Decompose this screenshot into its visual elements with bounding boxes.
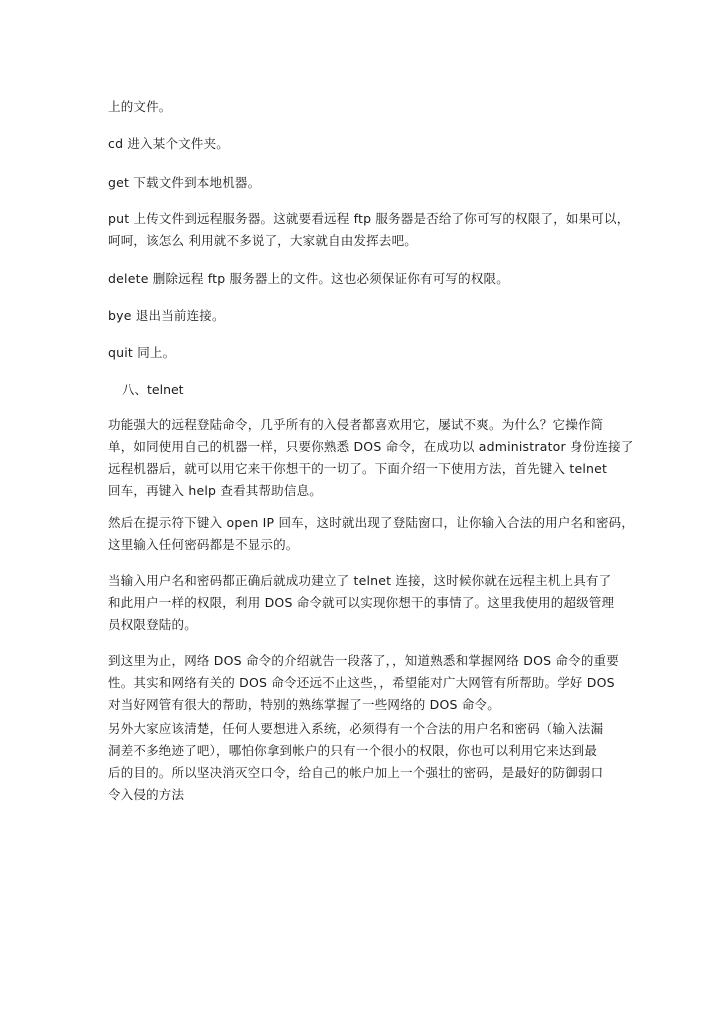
text-line: 远程机器后，就可以用它来干你想干的一切了。下面介绍一下使用方法，首先键入 telnet [108, 461, 608, 476]
text-line: 另外大家应该清楚，任何人要想进入系统，必须得有一个合法的用户名和密码（输入法漏 [108, 721, 604, 736]
paragraph-telnet-intro [108, 414, 634, 502]
text-line: cd 进入某个文件夹。 [108, 136, 229, 151]
text-line: 到这里为止，网络 DOS 命令的介绍就告一段落了，，知道熟悉和掌握网络 DOS 命令的重要 [108, 653, 619, 668]
paragraph-bye [108, 305, 628, 327]
section-heading-telnet: 八、telnet [122, 382, 184, 397]
paragraph-password-advice [108, 718, 628, 806]
paragraph-files-end [108, 96, 628, 118]
text-line: 对当好网管有很大的帮助，特别的熟练掌握了一些网络的 DOS 命令。 [108, 697, 500, 712]
paragraph-dos-summary [108, 650, 628, 716]
paragraph-delete [108, 268, 628, 290]
paragraph-quit [108, 342, 628, 364]
text-line: 后的目的。所以坚决消灭空口令，给自己的帐户加上一个强壮的密码，是最好的防御弱口 [108, 765, 604, 780]
text-line: put 上传文件到远程服务器。这就要看远程 ftp 服务器是否给了你可写的权限了，如果可以， [108, 211, 630, 226]
text-line: 和此用户一样的权限，利用 DOS 命令就可以实现你想干的事情了。这里我使用的超级管理 [108, 595, 615, 610]
paragraph-login-success [108, 570, 628, 636]
text-line: 单，如同使用自己的机器一样，只要你熟悉 DOS 命令，在成功以 administrator 身份连接了 [108, 439, 634, 454]
paragraph-put [108, 208, 628, 252]
text-line: 然后在提示符下键入 open IP 回车，这时就出现了登陆窗口，让你输入合法的用户名和密码， [108, 515, 635, 530]
text-line: 员权限登陆的。 [108, 617, 197, 632]
paragraph-open-ip [108, 512, 635, 556]
text-line: 当输入用户名和密码都正确后就成功建立了 telnet 连接，这时候你就在远程主机上具有了 [108, 573, 612, 588]
text-line: 洞差不多绝迹了吧），哪怕你拿到帐户的只有一个很小的权限，你也可以利用它来达到最 [108, 743, 598, 758]
paragraph-cd [108, 133, 628, 155]
text-line: bye 退出当前连接。 [108, 308, 225, 323]
text-line: 呵呵，该怎么 利用就不多说了，大家就自由发挥去吧。 [108, 233, 417, 248]
text-line: 令入侵的方法 [108, 787, 185, 802]
text-line: 性。其实和网络有关的 DOS 命令还远不止这些，，希望能对广大网管有所帮助。学好 DOS [108, 675, 615, 690]
text-line: 回车，再键入 help 查看其帮助信息。 [108, 483, 322, 498]
text-line: 上的文件。 [108, 99, 172, 114]
text-line: delete 删除远程 ftp 服务器上的文件。这也必须保证你有可写的权限。 [108, 271, 509, 286]
paragraph-get [108, 172, 628, 194]
text-line: 功能强大的远程登陆命令，几乎所有的入侵者都喜欢用它，屡试不爽。为什么？它操作简 [108, 417, 604, 432]
text-line: quit 同上。 [108, 345, 176, 360]
text-line: get 下载文件到本地机器。 [108, 175, 261, 190]
text-line: 这里输入任何密码都是不显示的。 [108, 537, 299, 552]
